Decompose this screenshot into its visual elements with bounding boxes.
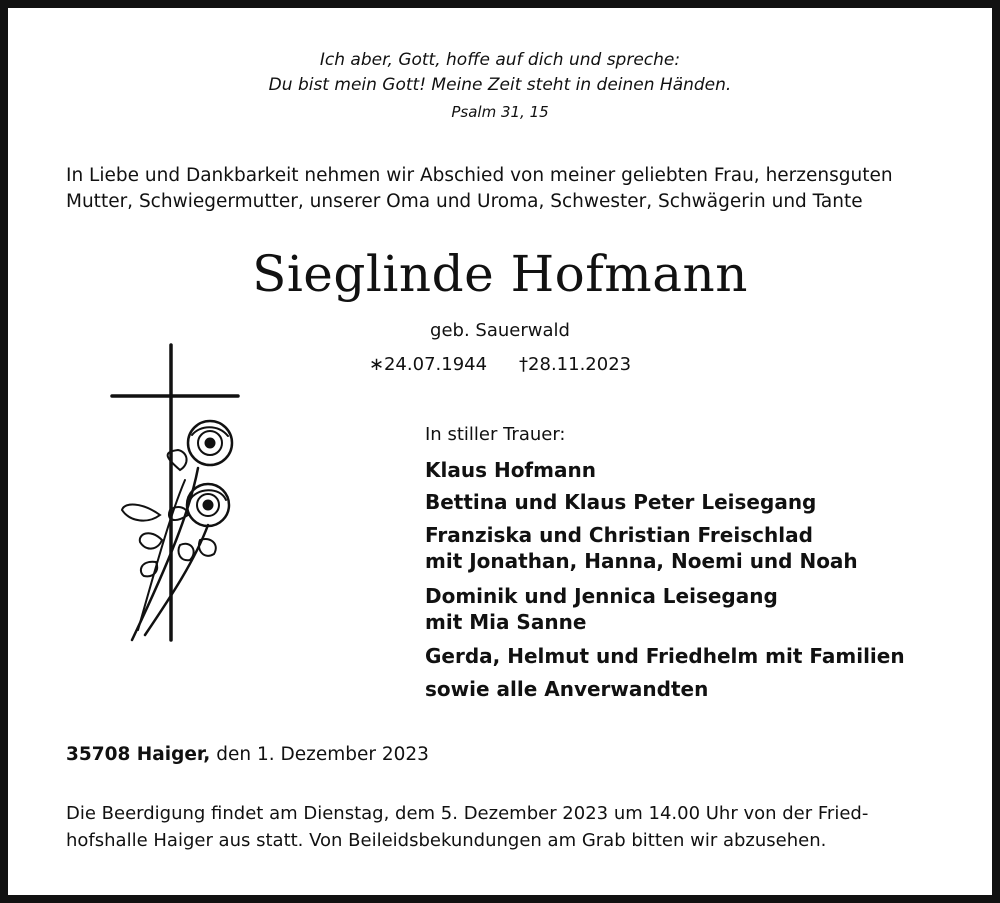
date: den 1. Dezember 2023 <box>216 744 429 765</box>
intro-line-1: In Liebe und Dankbarkeit nehmen wir Abschied von meiner geliebten Frau, herzensguten <box>66 165 893 186</box>
mourner-line: Dominik und Jennica Leisegang <box>425 584 778 608</box>
mourner-line: Gerda, Helmut und Friedhelm mit Familien <box>425 644 905 668</box>
birth-name: geb. Sauerwald <box>430 320 570 341</box>
mourners-heading: In stiller Trauer: <box>425 424 566 445</box>
funeral-line-1: Die Beerdigung findet am Dienstag, dem 5. Dezember 2023 um 14.00 Uhr von der Fried- <box>66 803 869 824</box>
verse-line-2: Du bist mein Gott! Meine Zeit steht in deinen Händen. <box>268 75 732 95</box>
mourner-line: Klaus Hofmann <box>425 458 596 482</box>
verse-line-1: Ich aber, Gott, hoffe auf dich und spreche: <box>319 50 681 70</box>
place-date <box>66 744 429 765</box>
deceased-name: Sieglinde Hofmann <box>252 245 748 303</box>
mourner-line: Franziska und Christian Freischlad <box>425 523 813 547</box>
death-date: 28.11.2023 <box>528 354 632 375</box>
funeral-line-2: hofshalle Haiger aus statt. Von Beileidsbekundungen am Grab bitten wir abzusehen. <box>66 830 827 851</box>
cross-with-roses-icon <box>100 340 250 650</box>
death-symbol: † <box>519 354 529 375</box>
intro-line-2: Mutter, Schwiegermutter, unserer Oma und Uroma, Schwester, Schwägerin und Tante <box>66 191 863 212</box>
birth-symbol: ∗ <box>368 354 384 375</box>
mourner-line: Bettina und Klaus Peter Leisegang <box>425 490 817 514</box>
mourner-line: mit Mia Sanne <box>425 610 587 634</box>
mourner-line: mit Jonathan, Hanna, Noemi und Noah <box>425 549 858 573</box>
birth-date: 24.07.1944 <box>383 354 488 375</box>
place: 35708 Haiger, <box>66 744 211 765</box>
mourner-line: sowie alle Anverwandten <box>425 677 709 701</box>
verse-reference: Psalm 31, 15 <box>451 103 549 121</box>
